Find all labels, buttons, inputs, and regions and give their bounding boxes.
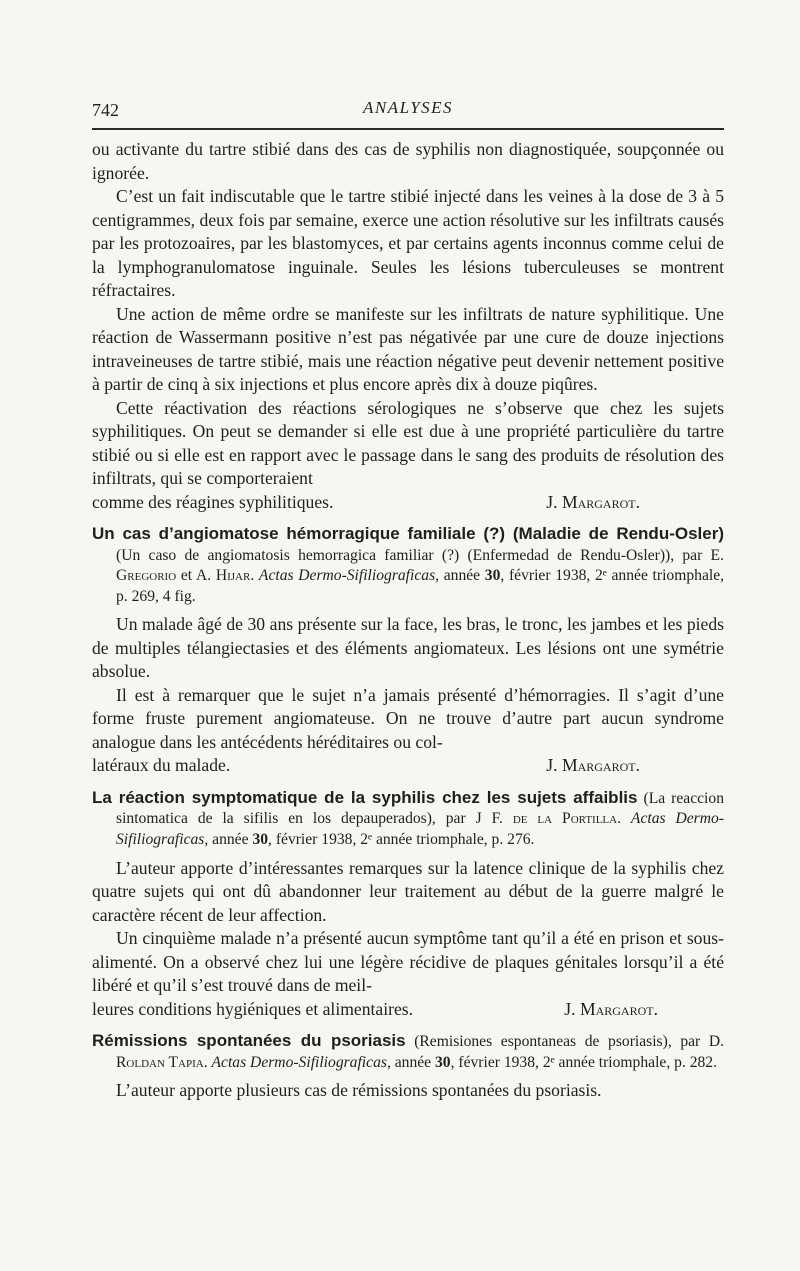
volume-number: 30: [435, 1053, 451, 1071]
volume-number: 30: [252, 831, 269, 849]
header-rule: [92, 128, 724, 130]
entry-psoriasis: [92, 1031, 724, 1103]
reference-text: , année: [204, 831, 253, 849]
volume-number: 30: [484, 567, 501, 585]
intro-paragraph-2: C’est un fait indiscutable que le tartre stibié injecté dans les veines à la dose de 3 à 5 centigrammes, deux fois par semaine, exerce une action résolutive sur les infiltrats causés par les protozoaires, par les blastomyces, et par certains agents inconnus comme celui de la lymphogranulomatose inguinale. Seules les lésions tuberculeuses se montrent réfractaires.: [92, 186, 724, 300]
journal-name: Actas Dermo-Sifiliograficas: [258, 567, 436, 585]
intro-paragraph-1: ou activante du tartre stibié dans des cas de syphilis non diagnostiquée, soupçonnée ou ignorée.: [92, 139, 724, 183]
entry-paragraph: L’auteur apporte d’intéressantes remarques sur la latence clinique de la syphilis chez quatre sujets qui ont dû abandonner leur traitement au début de la guerre malgré le caractère récent de leur affection.: [92, 857, 724, 925]
entry-signature: J. Margarot.: [564, 998, 658, 1019]
reference-text: , février 1938, 2ᵉ année triomphale, p. 269, 4 fig.: [116, 567, 725, 605]
reference-text: .: [617, 810, 631, 828]
journal-name: Actas Dermo-Sifiliograficas: [116, 810, 724, 849]
reference-text: .: [250, 567, 259, 585]
author-name: Roldan Tapia: [116, 1053, 204, 1071]
entry-paragraph: Un malade âgé de 30 ans présente sur la face, les bras, le tronc, les jambes et les pieds de multiples télangiectasies et des éléments angiomateux. Les lésions ont une symétrie absolue.: [92, 614, 724, 682]
reference-text: (La reaccion sintomatica de la sifilis en los depauperados), par J F.: [116, 789, 724, 828]
entry-reference: [92, 524, 724, 607]
page: [92, 96, 724, 1103]
page-header: [92, 96, 724, 124]
entry-paragraph: L’auteur apporte plusieurs cas de rémissions spontanées du psoriasis.: [116, 1080, 602, 1101]
entry-last-line: leures conditions hygiéniques et alimentaires.: [92, 998, 414, 1019]
running-title: ANALYSES: [362, 98, 454, 117]
reference-text: , février 1938, 2ᵉ année triomphale, p. 276.: [268, 831, 535, 849]
reference-text: .: [203, 1053, 212, 1071]
entry-reference: [92, 788, 724, 851]
intro-signature: J. Margarot.: [546, 491, 640, 512]
entry-angiomatose: [92, 524, 724, 778]
intro-paragraph-4-text: Cette réactivation des réactions sérologiques ne s’observe que chez les sujets syphilitiques. On peut se demander si elle est due à une propriété particulière du tartre stibié ou si elle est en rapport avec le passage dans le sang des produits de résolution des infiltrats, qui se comporteraient: [92, 397, 724, 488]
reference-text: et A.: [176, 567, 216, 585]
intro-paragraph-3: Une action de même ordre se manifeste sur les infiltrats de nature syphilitique. Une réaction de Wassermann positive n’est pas négativée par une cure de douze injections intraveineuses de tartre stibié, mais une réaction négative peut devenir nettement positive à partir de cinq à six injections et plus encore après dix à douze piqûres.: [92, 303, 724, 394]
entry-signature: J. Margarot.: [546, 755, 640, 776]
reference-text: (Un caso de angiomatosis hemorragica familiar (?) (Enfermedad de Rendu-Osler)), par E.: [116, 546, 724, 564]
entry-paragraph: Un cinquième malade n’a présenté aucun symptôme tant qu’il a été en prison et sous-alimenté. On a observé chez lui une légère récidive de plaques génitales lorsqu’il a été libéré et qu’il s’est trouvé dans de meil-: [92, 928, 724, 996]
entry-reference: [92, 1031, 724, 1073]
reference-text: , février 1938, 2ᵉ année triomphale, p. 282.: [450, 1053, 718, 1071]
entry-signature-line: [92, 998, 724, 1022]
reference-text: (Remisiones espontaneas de psoriasis), par D.: [405, 1033, 725, 1051]
author-name: de la Portilla: [512, 810, 618, 828]
entry-title: La réaction symptomatique de la syphilis chez les sujets affaiblis: [92, 787, 638, 807]
entry-reaction-symptomatique: [92, 788, 724, 1021]
author-name: Hijar: [215, 567, 251, 585]
entry-title: Rémissions spontanées du psoriasis: [92, 1031, 406, 1051]
journal-name: Actas Dermo-Sifiliograficas: [211, 1053, 387, 1071]
entry-last-line: latéraux du malade.: [92, 755, 231, 776]
reference-text: , année: [435, 567, 485, 585]
intro-signature-line: [92, 491, 724, 515]
intro-paragraph-4: [92, 397, 724, 491]
reference-text: , année: [386, 1053, 435, 1071]
entry-signature-line: [92, 754, 724, 778]
intro-last-line: comme des réagines syphilitiques.: [92, 491, 334, 512]
entry-paragraph: Il est à remarquer que le sujet n’a jamais présenté d’hémorragies. Il s’agit d’une forme fruste purement angiomateuse. On ne trouve d’autre part aucun syndrome analogue dans les antécédents héréditaires ou col-: [92, 684, 724, 752]
author-name: Gregorio: [116, 567, 177, 585]
page-number: 742: [92, 100, 119, 120]
entry-title: Un cas d’angiomatose hémorragique familiale (?) (Maladie de Rendu-Osler): [92, 524, 724, 543]
